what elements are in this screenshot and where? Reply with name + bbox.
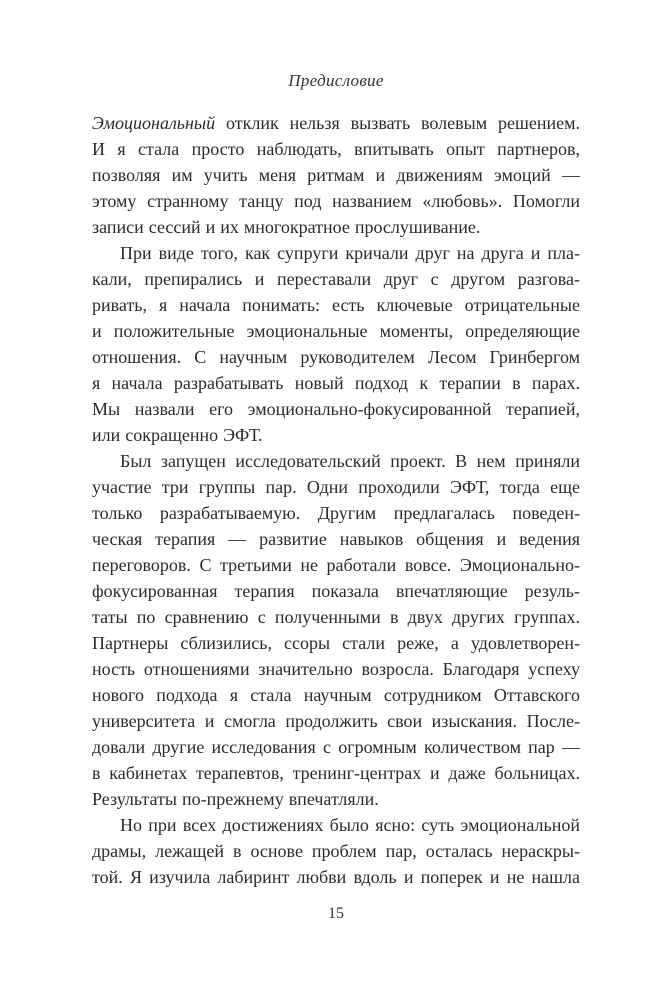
- page-number: 15: [328, 905, 344, 922]
- running-header: Предисловие: [288, 71, 384, 90]
- text-line: И я стала просто наблюдать, впитывать опыт партнеров,: [92, 139, 580, 159]
- text-line: Но при всех достижениях было ясно: суть эмоциональной: [120, 815, 580, 835]
- text-line: ривать, я начала понимать: есть ключевые отрицательные: [92, 295, 580, 315]
- text-line: ческая терапия — развитие навыков общения и ведения: [92, 529, 580, 549]
- body-text: [92, 110, 580, 890]
- text-line: кали, препирались и переставали друг с другом разгова-: [92, 269, 580, 289]
- text-line: Мы назвали его эмоционально-фокусированной терапией,: [92, 399, 580, 419]
- text-line: Результаты по-прежнему впечатляли.: [92, 789, 379, 809]
- text-line: драмы, лежащей в основе проблем пар, осталась нераскры-: [92, 841, 580, 861]
- text-line: При виде того, как супруги кричали друг на друга и пла-: [120, 243, 580, 263]
- text-line: переговоров. С третьими не работали вовсе. Эмоционально-: [92, 555, 580, 575]
- text-line: Эмоциональный отклик нельзя вызвать волевым решением.: [92, 113, 580, 133]
- text-line: отношения. С научным руководителем Лесом Гринбергом: [92, 347, 580, 367]
- text-line: или сокращенно ЭФТ.: [92, 425, 263, 445]
- text-line: довали другие исследования с огромным количеством пар —: [92, 737, 580, 757]
- text-line: участие три группы пар. Одни проходили ЭФТ, тогда еще: [92, 477, 580, 497]
- text-line: я начала разрабатывать новый подход к терапии в парах.: [92, 373, 580, 393]
- text-line: записи сессий и их многократное прослушивание.: [92, 217, 481, 237]
- text-line: и положительные эмоциональные моменты, определяющие: [92, 321, 580, 341]
- text-line: ность отношениями значительно возросла. Благодаря успеху: [92, 659, 580, 679]
- text-line: университета и смогла продолжить свои изыскания. После-: [92, 711, 580, 731]
- text-line: нового подхода я стала научным сотрудником Оттавского: [92, 685, 580, 705]
- text-line: Партнеры сблизились, ссоры стали реже, а удовлетворен-: [92, 633, 580, 653]
- text-line: таты по сравнению с полученными в двух других группах.: [92, 607, 580, 627]
- text-line: фокусированная терапия показала впечатляющие резуль-: [92, 581, 580, 601]
- lead-italic-word: Эмоциональный: [92, 113, 216, 133]
- text-line: только разрабатываемую. Другим предлагалась поведен-: [92, 503, 580, 523]
- text-line: в кабинетах терапевтов, тренинг-центрах и даже больницах.: [92, 763, 580, 783]
- text-line: позволяя им учить меня ритмам и движениям эмоций —: [92, 165, 580, 185]
- text-line: той. Я изучила лабиринт любви вдоль и поперек и не нашла: [92, 867, 580, 887]
- text-line: этому странному танцу под названием «любовь». Помогли: [92, 191, 580, 211]
- text-line: Был запущен исследовательский проект. В нем приняли: [120, 451, 580, 471]
